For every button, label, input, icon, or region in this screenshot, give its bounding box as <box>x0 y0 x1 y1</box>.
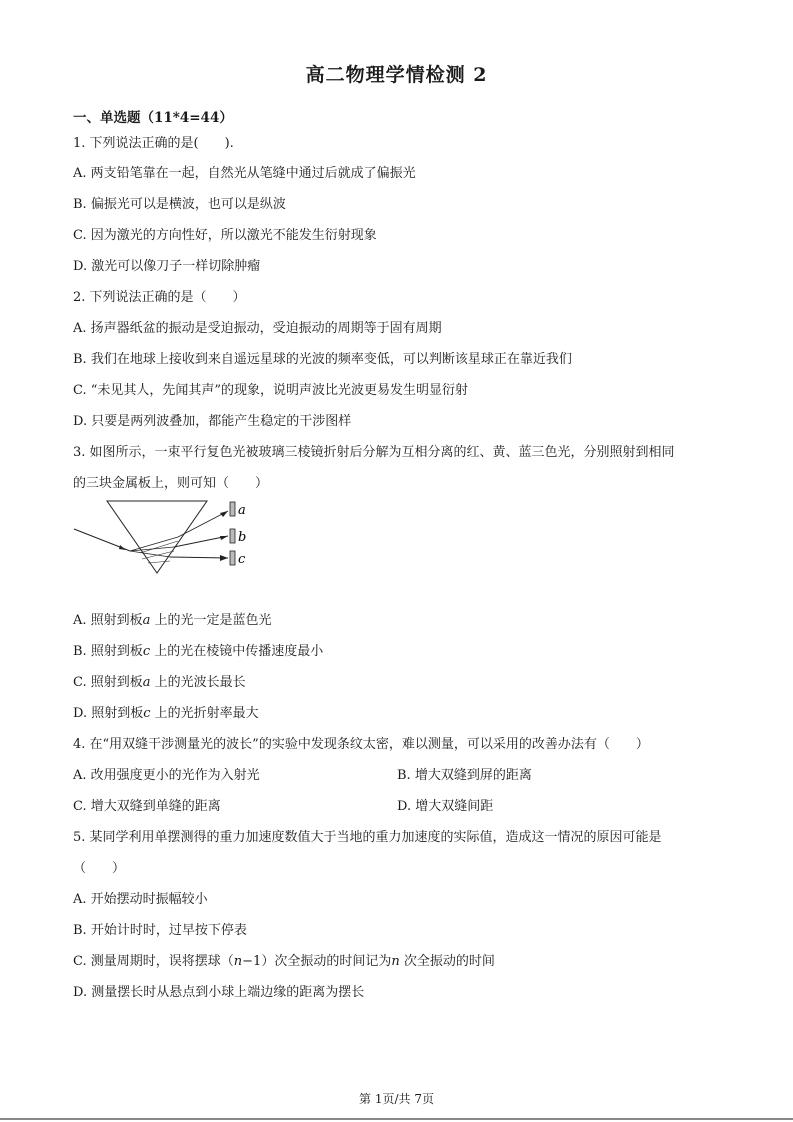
ray-to-a <box>178 511 228 537</box>
plate-c <box>230 551 235 565</box>
q5-stem-line2: （ ） <box>73 861 126 876</box>
q3-stem-line2: 的三块金属板上，则可知（ ） <box>73 476 269 491</box>
q2-option-b: B. 我们在地球上接收到来自遥远星球的光波的频率变低，可以判断该星球正在靠近我们 <box>73 352 572 367</box>
q4-option-c: C. 增大双缝到单缝的距离 <box>73 799 221 814</box>
prism-figure <box>70 497 260 577</box>
q2-stem: 2. 下列说法正确的是（ ） <box>73 290 246 305</box>
q1-stem: 1. 下列说法正确的是( ). <box>73 136 234 151</box>
plate-a <box>230 502 235 516</box>
q5-option-a: A. 开始摆动时振幅较小 <box>73 892 208 907</box>
bottom-divider <box>0 1118 793 1120</box>
q1-option-b: B. 偏振光可以是横波，也可以是纵波 <box>73 197 286 212</box>
q4-stem: 4. 在“用双缝干涉测量光的波长”的实验中发现条纹太密，难以测量，可以采用的改善办法有（ ） <box>73 737 649 752</box>
q1-option-c: C. 因为激光的方向性好，所以激光不能发生衍射现象 <box>73 228 377 243</box>
label-a: a <box>238 503 246 518</box>
q1-option-a: A. 两支铅笔靠在一起，自然光从笔缝中通过后就成了偏振光 <box>73 166 416 181</box>
q4-option-d: D. 增大双缝间距 <box>397 799 494 814</box>
q5-option-d: D. 测量摆长时从悬点到小球上端边缘的距离为摆长 <box>73 985 365 1000</box>
section-heading: 一、单选题（11*4=44） <box>73 110 233 126</box>
q3-stem-line1: 3. 如图所示，一束平行复色光被玻璃三棱镜折射后分解为互相分离的红、黄、蓝三色光，分别照射到相同 <box>73 445 675 460</box>
q4-option-b: B. 增大双缝到屏的距离 <box>397 768 532 783</box>
q3-option-b: B. 照射到板c 上的光在棱镜中传播速度最小 <box>73 644 324 659</box>
label-b: b <box>238 530 247 545</box>
q5-stem-line1: 5. 某同学利用单摆测得的重力加速度数值大于当地的重力加速度的实际值，造成这一情况的原因可能是 <box>73 830 662 845</box>
q5-option-b: B. 开始计时时，过早按下停表 <box>73 923 247 938</box>
incident-arrow <box>119 545 126 550</box>
label-c: c <box>238 552 246 567</box>
page-title: 高二物理学情检测 2 <box>305 64 488 86</box>
plate-b <box>230 529 235 543</box>
q3-option-a: A. 照射到板a 上的光一定是蓝色光 <box>73 613 272 628</box>
q4-option-a: A. 改用强度更小的光作为入射光 <box>73 768 260 783</box>
q2-option-d: D. 只要是两列波叠加，都能产生稳定的干涉图样 <box>73 414 352 429</box>
q2-option-c: C. “未见其人，先闻其声”的现象，说明声波比光波更易发生明显衍射 <box>73 383 469 398</box>
q2-option-a: A. 扬声器纸盆的振动是受迫振动，受迫振动的周期等于固有周期 <box>73 321 442 336</box>
q5-option-c: C. 测量周期时，误将摆球（n−1）次全振动的时间记为n 次全振动的时间 <box>73 954 495 969</box>
q3-option-c: C. 照射到板a 上的光波长最长 <box>73 675 246 690</box>
ray-to-c <box>170 557 228 558</box>
q1-option-d: D. 激光可以像刀子一样切除肿瘤 <box>73 259 261 274</box>
q3-option-d: D. 照射到板c 上的光折射率最大 <box>73 706 259 721</box>
page-footer: 第 1页/共 7页 <box>359 1092 434 1106</box>
